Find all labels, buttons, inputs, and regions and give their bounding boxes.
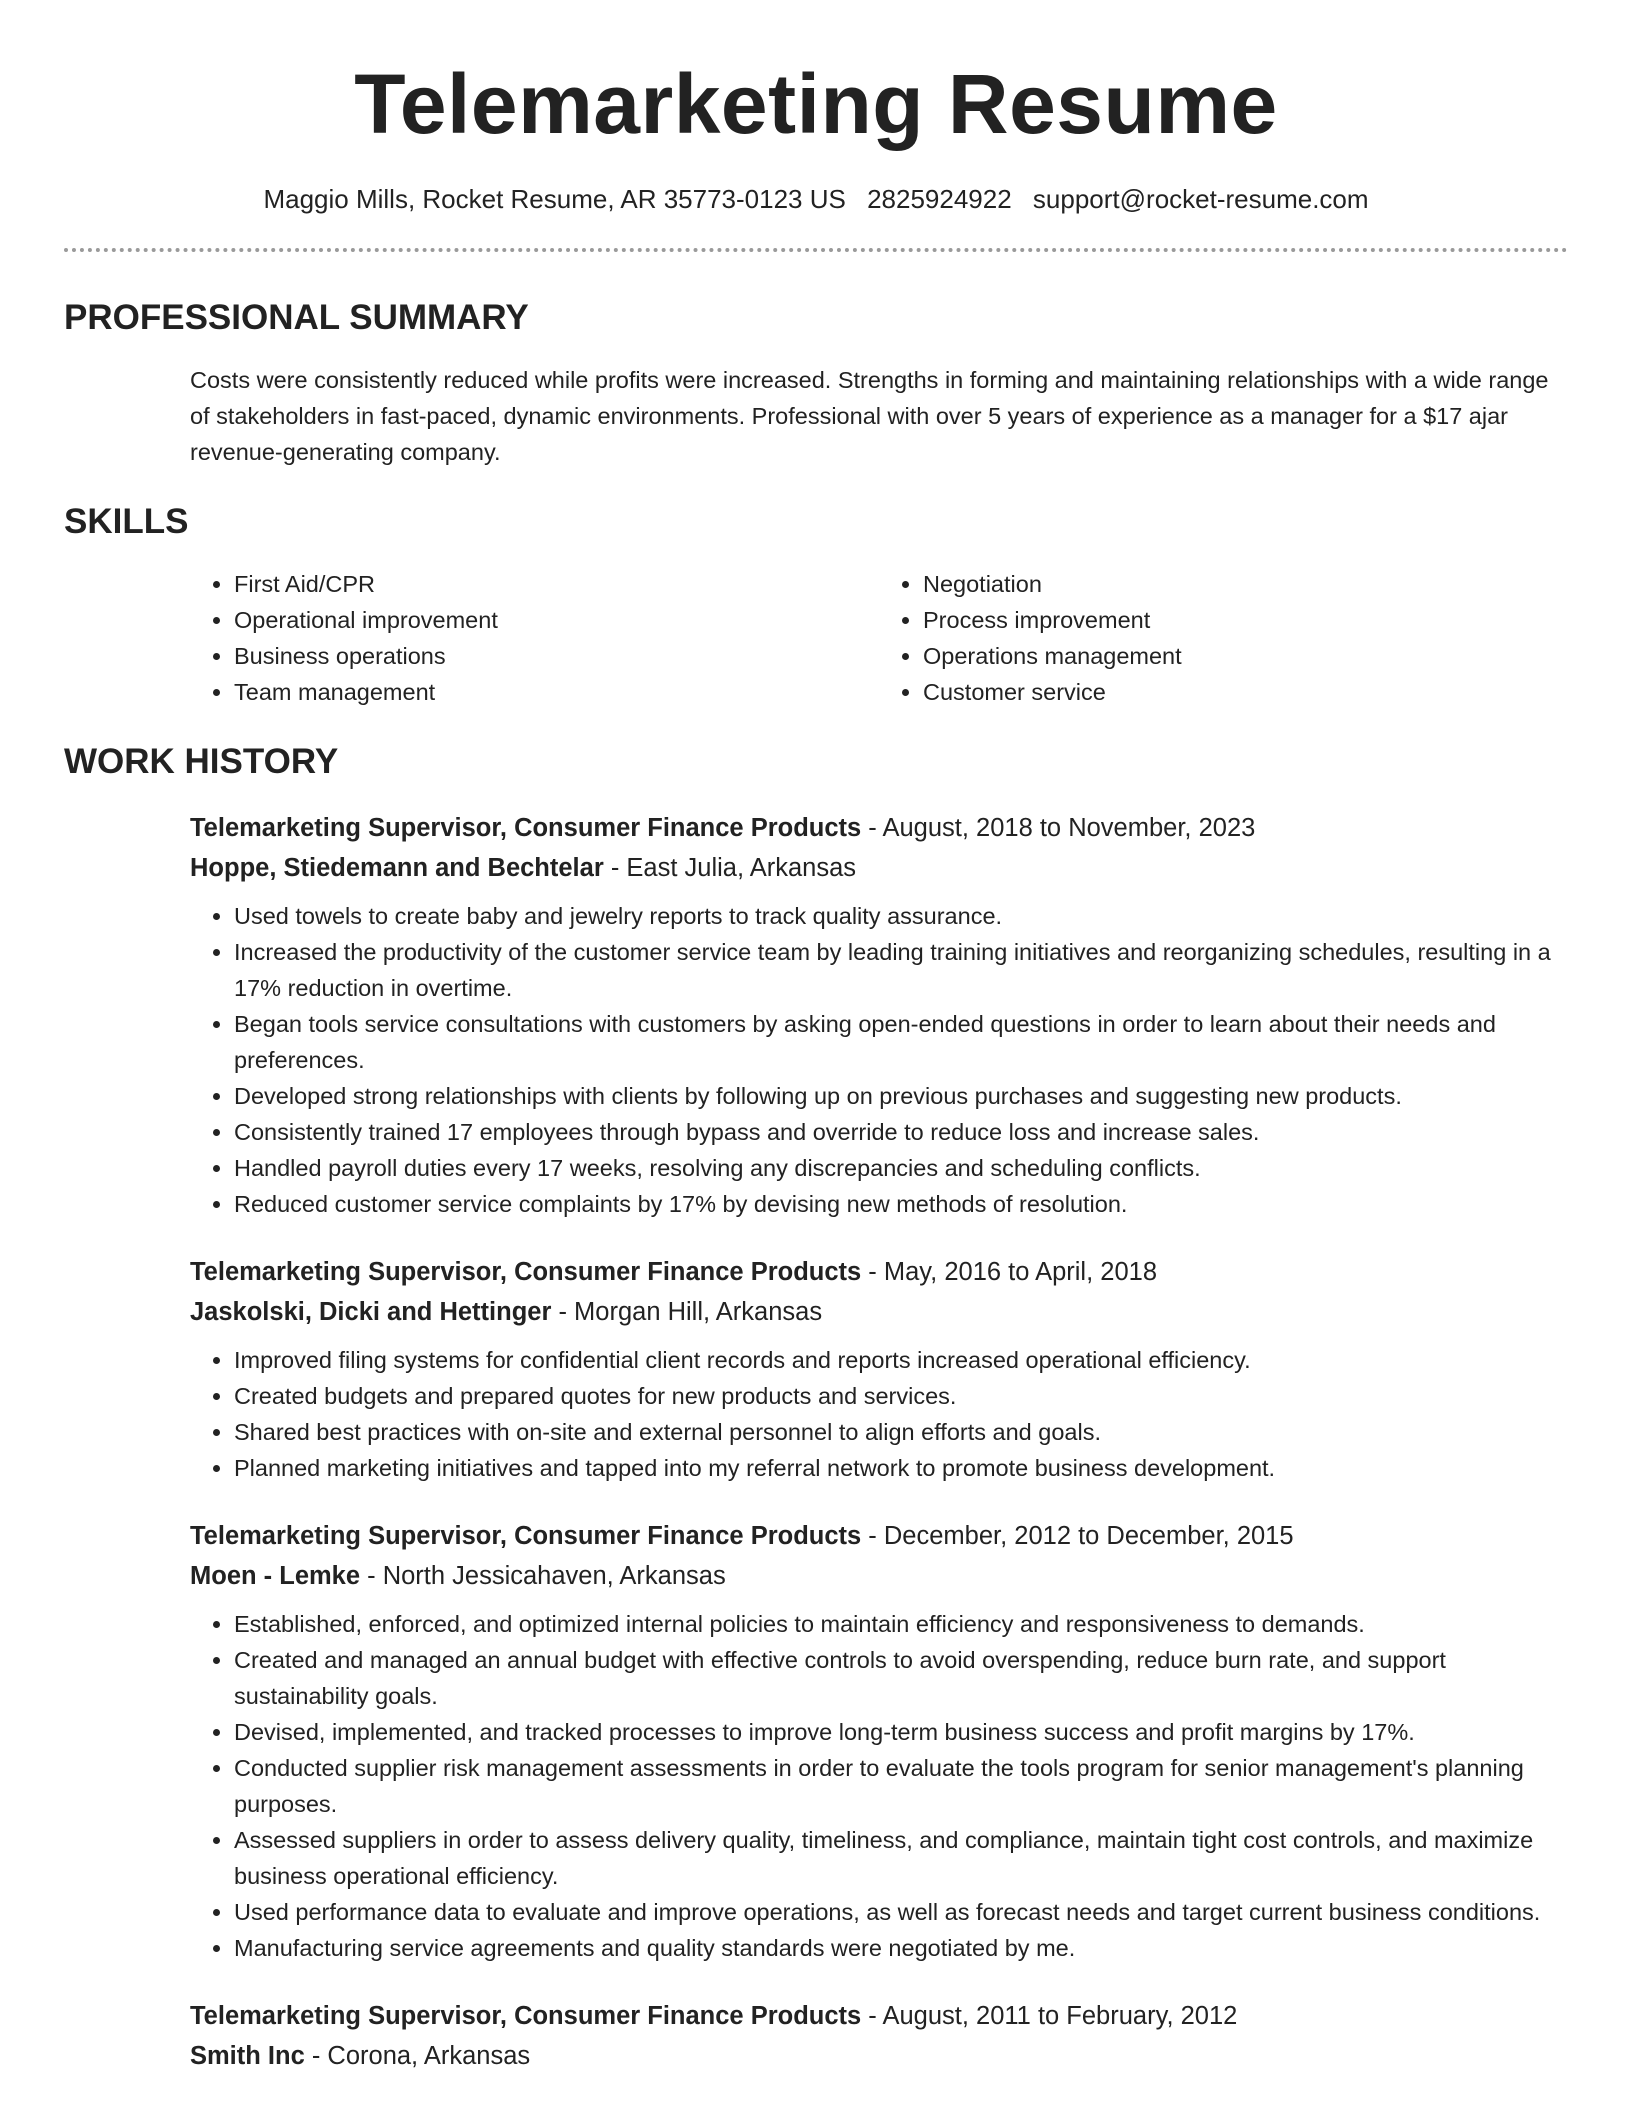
work-history-section [64,740,1568,2076]
job-company: Jaskolski, Dicki and Hettinger [190,1298,552,1326]
job-location: - Morgan Hill, Arkansas [551,1298,823,1326]
job-bullet: • Shared best practices with on-site and external personnel to align efforts and goals. [234,1414,1568,1450]
job-entry [190,808,1568,1222]
job-bullets [190,1342,1568,1486]
job-title: Telemarketing Supervisor, Consumer Finance Products [190,2002,862,2030]
skill-item: • Operations management [923,638,1568,674]
contact-phone: 2825924922 [867,184,1012,214]
job-bullet: • Conducted supplier risk management assessments in order to evaluate the tools program for senior management's planning purposes. [234,1750,1568,1822]
job-bullet: • Created and managed an annual budget with effective controls to avoid overspending, reduce burn rate, and support sustainability goals. [234,1642,1568,1714]
resume-title: Telemarketing Resume [354,57,1278,151]
job-dates: - August, 2018 to November, 2023 [861,814,1256,842]
job-title-line [190,808,1568,848]
skill-item: • Team management [234,674,879,710]
summary-section [64,296,1568,470]
job-bullet: • Consistently trained 17 employees through bypass and override to reduce loss and increase sales. [234,1114,1568,1150]
job-bullet: • Established, enforced, and optimized internal policies to maintain efficiency and responsiveness to demands. [234,1606,1568,1642]
job-title-line [190,1516,1568,1556]
job-bullet: • Manufacturing service agreements and quality standards were negotiated by me. [234,1930,1568,1966]
work-history-heading: WORK HISTORY [64,742,339,781]
job-bullets [190,1606,1568,1966]
job-dates: - August, 2011 to February, 2012 [861,2002,1238,2030]
job-title: Telemarketing Supervisor, Consumer Finance Products [190,1258,862,1286]
skill-item: • Negotiation [923,566,1568,602]
job-entry [190,1996,1568,2076]
contact-address: Maggio Mills, Rocket Resume, AR 35773-0123 US [263,184,846,214]
header-divider [64,248,1568,252]
job-bullets [190,898,1568,1222]
job-company-line [190,1556,1568,1596]
skill-item: • Business operations [234,638,879,674]
skills-section [64,500,1568,710]
job-company: Moen - Lemke [190,1562,361,1590]
job-title-line [190,1996,1568,2036]
job-bullet: • Improved filing systems for confidential client records and reports increased operational efficiency. [234,1342,1568,1378]
skill-item: • First Aid/CPR [234,566,879,602]
job-dates: - December, 2012 to December, 2015 [861,1522,1294,1550]
summary-text: Costs were consistently reduced while profits were increased. Strengths in forming and maintaining relationships with a wide range of stakeholders in fast-paced, dynamic environments. Professional with over 5 years of experience as a manager for a $17 ajar revenue-generating company. [190,367,1549,465]
job-title: Telemarketing Supervisor, Consumer Finance Products [190,814,862,842]
skill-item: • Operational improvement [234,602,879,638]
job-bullet: • Developed strong relationships with clients by following up on previous purchases and suggesting new products. [234,1078,1568,1114]
job-bullet: • Created budgets and prepared quotes for new products and services. [234,1378,1568,1414]
job-bullet: • Used towels to create baby and jewelry reports to track quality assurance. [234,898,1568,934]
job-company: Smith Inc [190,2042,305,2070]
skills-grid [190,566,1568,710]
skill-item: • Process improvement [923,602,1568,638]
job-bullet: • Handled payroll duties every 17 weeks, resolving any discrepancies and scheduling conflicts. [234,1150,1568,1186]
job-dates: - May, 2016 to April, 2018 [861,1258,1157,1286]
job-entry [190,1252,1568,1486]
job-company-line [190,2036,1568,2076]
contact-line [64,182,1568,216]
job-title: Telemarketing Supervisor, Consumer Finance Products [190,1522,862,1550]
job-company-line [190,848,1568,888]
job-title-line [190,1252,1568,1292]
job-bullet: • Used performance data to evaluate and improve operations, as well as forecast needs and target current business conditions. [234,1894,1568,1930]
job-location: - Corona, Arkansas [304,2042,531,2070]
job-bullet: • Increased the productivity of the customer service team by leading training initiatives and reorganizing schedules, resulting in a 17% reduction in overtime. [234,934,1568,1006]
skills-column-right [879,566,1568,710]
job-entry [190,1516,1568,1966]
contact-email: support@rocket-resume.com [1032,184,1369,214]
summary-heading: PROFESSIONAL SUMMARY [64,298,529,337]
job-company-line [190,1292,1568,1332]
job-bullet: • Assessed suppliers in order to assess delivery quality, timeliness, and compliance, maintain tight cost controls, and maximize business operational efficiency. [234,1822,1568,1894]
job-bullet: • Devised, implemented, and tracked processes to improve long-term business success and profit margins by 17%. [234,1714,1568,1750]
job-company: Hoppe, Stiedemann and Bechtelar [190,854,604,882]
skills-heading: SKILLS [64,502,189,541]
job-location: - East Julia, Arkansas [603,854,857,882]
job-location: - North Jessicahaven, Arkansas [360,1562,726,1590]
job-bullet: • Reduced customer service complaints by 17% by devising new methods of resolution. [234,1186,1568,1222]
job-bullet: • Began tools service consultations with customers by asking open-ended questions in order to learn about their needs and preferences. [234,1006,1568,1078]
skill-item: • Customer service [923,674,1568,710]
skills-column-left [190,566,879,710]
job-bullet: • Planned marketing initiatives and tapped into my referral network to promote business development. [234,1450,1568,1486]
